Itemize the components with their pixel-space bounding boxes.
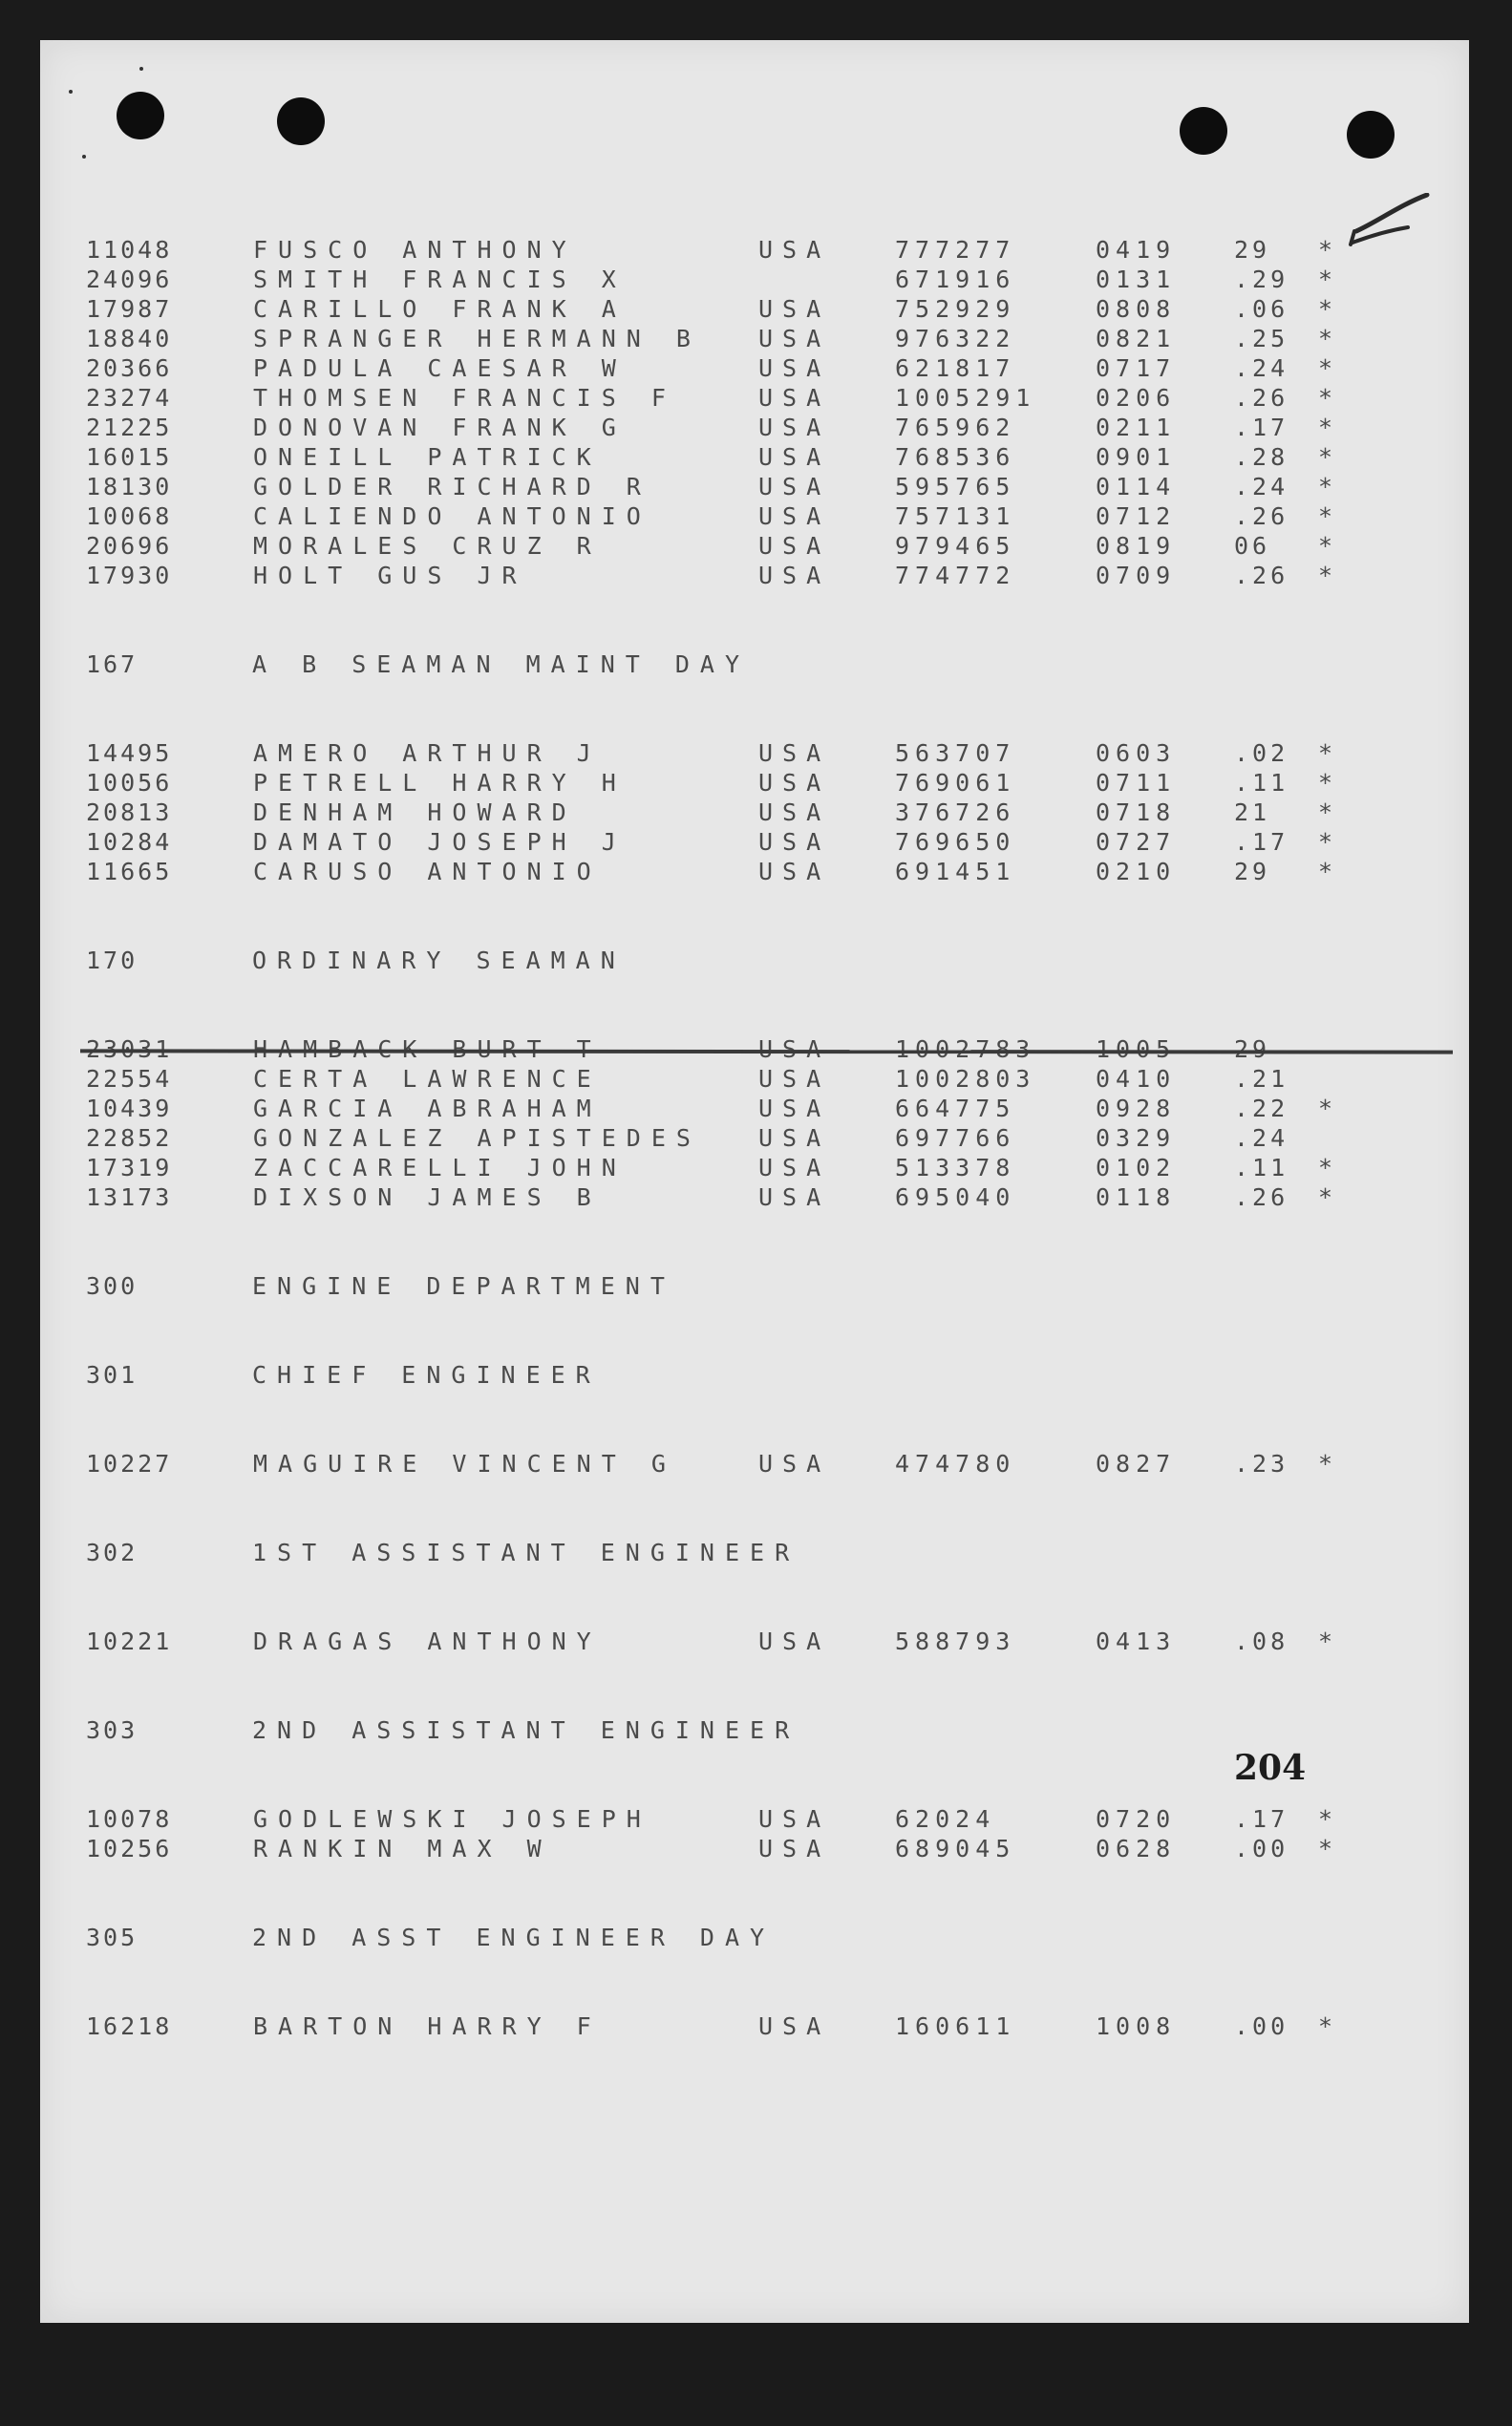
nationality: USA [758,1124,831,1152]
document-number: 595765 [895,473,1016,500]
document-number: 769061 [895,769,1016,797]
rate-value: .17 [1234,414,1289,441]
table-row [40,384,1469,413]
crew-name: GARCIA ABRAHAM [253,1095,602,1122]
table-row [40,1835,1469,1863]
rate-value: .26 [1234,384,1289,412]
date-code: 0717 [1096,354,1177,382]
crew-id: 10056 [86,769,173,797]
section-header [40,1716,1469,1745]
rate-value: .25 [1234,325,1289,352]
crew-name: DENHAM HOWARD [253,798,577,826]
nationality: USA [758,1835,831,1862]
section-title: ENGINE DEPARTMENT [252,1272,675,1300]
section-header [40,947,1469,975]
binder-hole [117,92,164,139]
section-code: 303 [86,1716,138,1744]
nationality: USA [758,769,831,797]
date-code: 1008 [1096,2012,1177,2040]
date-code: 0206 [1096,384,1177,412]
section-header [40,1539,1469,1567]
crew-name: BARTON HARRY F [253,2012,602,2040]
crew-name: PADULA CAESAR W [253,354,627,382]
nationality: USA [758,384,831,412]
crew-id: 22852 [86,1124,173,1152]
crew-id: 16218 [86,2012,173,2040]
date-code: 0720 [1096,1805,1177,1833]
document-number: 513378 [895,1154,1016,1181]
crew-id: 10068 [86,502,173,530]
section-title: 2ND ASSISTANT ENGINEER [252,1716,800,1744]
crew-name: ONEILL PATRICK [253,443,602,471]
crew-id: 10284 [86,828,173,856]
asterisk-mark: * [1318,325,1334,352]
table-row [40,1154,1469,1182]
date-code: 0928 [1096,1095,1177,1122]
asterisk-mark: * [1318,769,1334,797]
date-code: 0419 [1096,236,1177,264]
crew-id: 18130 [86,473,173,500]
section-code: 302 [86,1539,138,1566]
asterisk-mark: * [1318,739,1334,767]
rate-value: .24 [1234,1124,1289,1152]
asterisk-mark: * [1318,384,1334,412]
rate-value: .21 [1234,1065,1289,1093]
section-code: 301 [86,1361,138,1389]
crew-id: 14495 [86,739,173,767]
asterisk-mark: * [1318,502,1334,530]
date-code: 0718 [1096,798,1177,826]
nationality: USA [758,1095,831,1122]
section-title: 1ST ASSISTANT ENGINEER [252,1539,800,1566]
asterisk-mark: * [1318,414,1334,441]
asterisk-mark: * [1318,858,1334,885]
crew-id: 11665 [86,858,173,885]
section-header [40,650,1469,679]
document-number: 774772 [895,562,1016,589]
rate-value: .28 [1234,443,1289,471]
asterisk-mark: * [1318,473,1334,500]
table-row [40,1450,1469,1479]
date-code: 0410 [1096,1065,1177,1093]
nationality: USA [758,443,831,471]
crew-id: 20366 [86,354,173,382]
date-code: 0727 [1096,828,1177,856]
rate-value: .26 [1234,1183,1289,1211]
document-number: 697766 [895,1124,1016,1152]
nationality: USA [758,502,831,530]
asterisk-mark: * [1318,1183,1334,1211]
crew-id: 10078 [86,1805,173,1833]
document-number: 777277 [895,236,1016,264]
date-code: 0329 [1096,1124,1177,1152]
crew-id: 11048 [86,236,173,264]
nationality: USA [758,1805,831,1833]
date-code: 0131 [1096,266,1177,293]
section-header [40,1924,1469,1952]
section-code: 170 [86,947,138,974]
crew-id: 20696 [86,532,173,560]
section-code: 305 [86,1924,138,1951]
crew-name: DONOVAN FRANK G [253,414,627,441]
speck [82,155,86,159]
rate-value: .29 [1234,266,1289,293]
rate-value: 29 [1234,236,1271,264]
crew-name: CERTA LAWRENCE [253,1065,602,1093]
crew-name: SMITH FRANCIS X [253,266,627,293]
crew-name: FUSCO ANTHONY [253,236,577,264]
document-number: 671916 [895,266,1016,293]
document-number: 752929 [895,295,1016,323]
asterisk-mark: * [1318,2012,1334,2040]
date-code: 0114 [1096,473,1177,500]
crew-id: 24096 [86,266,173,293]
crew-name: GODLEWSKI JOSEPH [253,1805,651,1833]
crew-name: SPRANGER HERMANN B [253,325,701,352]
table-row [40,414,1469,442]
rate-value: .24 [1234,473,1289,500]
asterisk-mark: * [1318,1095,1334,1122]
crew-name: HOLT GUS JR [253,562,527,589]
crew-name: DIXSON JAMES B [253,1183,602,1211]
crew-name: RANKIN MAX W [253,1835,552,1862]
crew-name: AMERO ARTHUR J [253,739,602,767]
nationality: USA [758,828,831,856]
table-row [40,828,1469,857]
document-number: 769650 [895,828,1016,856]
table-row [40,295,1469,324]
table-row [40,443,1469,472]
section-header [40,1272,1469,1301]
document-number: 474780 [895,1450,1016,1478]
asterisk-mark: * [1318,1835,1334,1862]
crew-id: 21225 [86,414,173,441]
asterisk-mark: * [1318,295,1334,323]
crew-id: 18840 [86,325,173,352]
rate-value: .11 [1234,769,1289,797]
nationality: USA [758,325,831,352]
date-code: 0603 [1096,739,1177,767]
document-number: 376726 [895,798,1016,826]
section-title: A B SEAMAN MAINT DAY [252,650,751,678]
table-row [40,502,1469,531]
rate-value: .02 [1234,739,1289,767]
asterisk-mark: * [1318,828,1334,856]
document-number: 1002803 [895,1065,1036,1093]
table-row [40,798,1469,827]
document-number: 976322 [895,325,1016,352]
binder-hole [1180,107,1227,155]
table-row [40,532,1469,561]
asterisk-mark: * [1318,1805,1334,1833]
nationality: USA [758,473,831,500]
crew-name: ZACCARELLI JOHN [253,1154,627,1181]
rate-value: 21 [1234,798,1271,826]
crew-name: CARILLO FRANK A [253,295,627,323]
crew-id: 13173 [86,1183,173,1211]
date-code: 0712 [1096,502,1177,530]
rate-value: .17 [1234,1805,1289,1833]
table-row [40,1183,1469,1212]
date-code: 0821 [1096,325,1177,352]
asterisk-mark: * [1318,798,1334,826]
crew-name: GOLDER RICHARD R [253,473,651,500]
date-code: 0210 [1096,858,1177,885]
asterisk-mark: * [1318,266,1334,293]
table-row [40,858,1469,886]
crew-name: THOMSEN FRANCIS F [253,384,676,412]
crew-id: 17987 [86,295,173,323]
rate-value: .06 [1234,295,1289,323]
date-code: 0118 [1096,1183,1177,1211]
table-row [40,236,1469,265]
crew-id: 20813 [86,798,173,826]
document-number: 691451 [895,858,1016,885]
page-number: 204 [1234,1748,1307,1788]
document-number: 621817 [895,354,1016,382]
document-number: 765962 [895,414,1016,441]
rate-value: .26 [1234,562,1289,589]
table-row [40,325,1469,353]
nationality: USA [758,2012,831,2040]
table-row [40,562,1469,590]
crew-name: GONZALEZ APISTEDES [253,1124,701,1152]
asterisk-mark: * [1318,354,1334,382]
binder-hole [277,97,325,145]
document-number: 588793 [895,1628,1016,1655]
section-header [40,1361,1469,1390]
section-title: 2ND ASST ENGINEER DAY [252,1924,776,1951]
binder-hole [1347,111,1395,159]
crew-id: 10439 [86,1095,173,1122]
crew-id: 17930 [86,562,173,589]
table-row [40,354,1469,383]
nationality: USA [758,414,831,441]
rate-value: .11 [1234,1154,1289,1181]
crew-id: 23274 [86,384,173,412]
crew-name: CALIENDO ANTONIO [253,502,651,530]
rate-value: .08 [1234,1628,1289,1655]
table-row [40,1124,1469,1153]
nationality: USA [758,858,831,885]
nationality: USA [758,295,831,323]
document-number: 979465 [895,532,1016,560]
table-row [40,2012,1469,2041]
nationality: USA [758,1154,831,1181]
document-number: 689045 [895,1835,1016,1862]
date-code: 0827 [1096,1450,1177,1478]
nationality: USA [758,798,831,826]
asterisk-mark: * [1318,236,1334,264]
nationality: USA [758,1065,831,1093]
table-row [40,739,1469,768]
table-row [40,1095,1469,1123]
asterisk-mark: * [1318,1450,1334,1478]
crew-name: MAGUIRE VINCENT G [253,1450,676,1478]
rate-value: .26 [1234,502,1289,530]
crew-name: DRAGAS ANTHONY [253,1628,602,1655]
speck [139,67,143,71]
section-code: 300 [86,1272,138,1300]
rate-value: 06 [1234,532,1271,560]
section-title: ORDINARY SEAMAN [252,947,626,974]
crew-id: 17319 [86,1154,173,1181]
rate-value: .17 [1234,828,1289,856]
crew-id: 10256 [86,1835,173,1862]
nationality: USA [758,354,831,382]
date-code: 0711 [1096,769,1177,797]
rate-value: .22 [1234,1095,1289,1122]
nationality: USA [758,1628,831,1655]
date-code: 0819 [1096,532,1177,560]
document-page [40,40,1469,2323]
table-row [40,266,1469,294]
date-code: 0413 [1096,1628,1177,1655]
nationality: USA [758,532,831,560]
date-code: 0102 [1096,1154,1177,1181]
section-title: CHIEF ENGINEER [252,1361,601,1389]
date-code: 0901 [1096,443,1177,471]
crew-id: 10221 [86,1628,173,1655]
crew-name: CARUSO ANTONIO [253,858,602,885]
date-code: 0628 [1096,1835,1177,1862]
asterisk-mark: * [1318,1154,1334,1181]
nationality: USA [758,1450,831,1478]
table-row [40,473,1469,501]
rate-value: .00 [1234,2012,1289,2040]
document-number: 563707 [895,739,1016,767]
section-code: 167 [86,650,138,678]
nationality: USA [758,1183,831,1211]
asterisk-mark: * [1318,443,1334,471]
document-number: 768536 [895,443,1016,471]
table-row [40,1628,1469,1656]
asterisk-mark: * [1318,532,1334,560]
table-row [40,1065,1469,1094]
asterisk-mark: * [1318,1628,1334,1655]
crew-name: DAMATO JOSEPH J [253,828,627,856]
rate-value: .23 [1234,1450,1289,1478]
date-code: 0709 [1096,562,1177,589]
date-code: 0808 [1096,295,1177,323]
rate-value: 29 [1234,858,1271,885]
table-row [40,769,1469,798]
speck [69,90,73,94]
crew-id: 16015 [86,443,173,471]
nationality: USA [758,236,831,264]
crew-name: MORALES CRUZ R [253,532,602,560]
nationality: USA [758,739,831,767]
document-number: 1005291 [895,384,1036,412]
crew-id: 22554 [86,1065,173,1093]
document-number: 757131 [895,502,1016,530]
document-number: 664775 [895,1095,1016,1122]
date-code: 0211 [1096,414,1177,441]
asterisk-mark: * [1318,562,1334,589]
table-row [40,1805,1469,1834]
crew-id: 10227 [86,1450,173,1478]
document-number: 695040 [895,1183,1016,1211]
document-number: 62024 [895,1805,996,1833]
rate-value: .00 [1234,1835,1289,1862]
nationality: USA [758,562,831,589]
rate-value: .24 [1234,354,1289,382]
crew-name: PETRELL HARRY H [253,769,627,797]
document-number: 160611 [895,2012,1016,2040]
